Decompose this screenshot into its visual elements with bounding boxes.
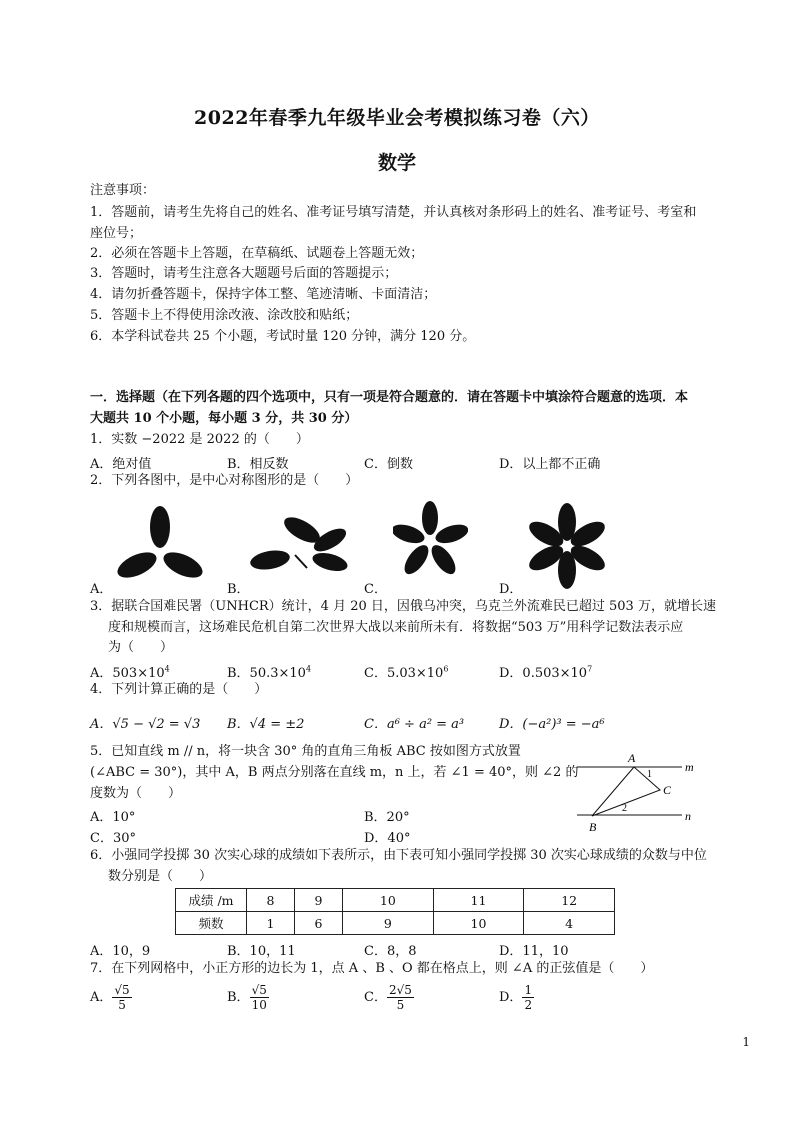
q6-option-c: C．8，8 xyxy=(364,944,417,959)
label-c: C xyxy=(663,783,672,797)
notice-item: 2．必须在答题卡上答题，在草稿纸、试题卷上答题无效； xyxy=(90,246,424,261)
question-5-stem: 5．已知直线 m // n，将一块含 30° 角的直角三角板 ABC 按如图方式放置 xyxy=(90,744,521,759)
q1-option-b: B．相反数 xyxy=(227,457,289,472)
q6-option-d: D．11，10 xyxy=(499,944,569,959)
leaf xyxy=(160,547,205,583)
q6-option-a: A．10，9 xyxy=(90,944,151,959)
q3-option-c: C．$5.03\times 10^6$ xyxy=(364,664,449,681)
q3-option-b: B．$50.3\times 10^4$ xyxy=(227,664,312,681)
leaf xyxy=(249,548,292,573)
q4-option-d: D．(−a²)³ = −a⁶ xyxy=(499,717,605,732)
table-row xyxy=(176,889,615,912)
q4-option-c: C．a⁶ ÷ a² = a³ xyxy=(364,717,465,732)
q2-option-b: B． xyxy=(227,582,250,597)
q5-option-d: D．40° xyxy=(364,831,411,846)
table-row xyxy=(176,912,615,935)
notice-item: 座位号； xyxy=(90,226,143,241)
q6-option-b: B．10，11 xyxy=(227,944,296,959)
label-m: m xyxy=(685,760,694,774)
q7-option-a: A． $\frac{√5}{5}$ xyxy=(90,983,130,1012)
petal xyxy=(393,521,427,547)
page-number: 1 xyxy=(742,1035,750,1049)
q1-option-c: C．倒数 xyxy=(364,457,413,472)
q5-option-b: B．20° xyxy=(364,810,410,825)
question-6-stem-cont: 数分别是（ ） xyxy=(108,869,213,884)
q7-option-c: C． $\frac{2√5}{5}$ xyxy=(364,983,412,1012)
leaf xyxy=(150,506,170,548)
q2-option-d: D． xyxy=(499,582,523,597)
row-label: 成绩 /m xyxy=(176,889,247,912)
figure-three-leaf-clover xyxy=(115,503,205,583)
section-heading-cont: 大题共 10 个小题，每小题 3 分，共 30 分） xyxy=(90,411,358,426)
question-1-stem: 1．实数 −2022 是 2022 的（ ） xyxy=(90,432,309,447)
notice-item: 1．答题前，请考生先将自己的姓名、准考证号填写清楚，并认真核对条形码上的姓名、准考证号、考室和 xyxy=(90,205,697,220)
table-cell: 12 xyxy=(524,889,615,912)
question-6-stem: 6．小强同学投掷 30 次实心球的成绩如下表所示，由下表可知小强同学投掷 30 次实心球成绩的众数与中位 xyxy=(90,848,707,863)
petal xyxy=(433,521,468,547)
table-cell: 6 xyxy=(295,912,343,935)
question-7-stem: 7．在下列网格中，小正方形的边长为 1，点 A 、B 、O 都在格点上，则 ∠A 的正弦值是（ ） xyxy=(90,961,654,976)
frequency-table xyxy=(175,888,615,935)
figure-four-leaf-branch xyxy=(245,510,355,580)
label-angle-1: 1 xyxy=(647,769,652,780)
notice-item: 3．答题时，请考生注意各大题题号后面的答题提示； xyxy=(90,266,398,281)
q1-option-d: D．以上都不正确 xyxy=(499,457,601,472)
table-cell: 10 xyxy=(343,889,434,912)
q7-option-b: B． $\frac{√5}{10}$ xyxy=(227,983,267,1012)
notice-item: 5．答题卡上不得使用涂改液、涂改胶和贴纸； xyxy=(90,308,359,323)
notice-heading: 注意事项： xyxy=(90,183,156,198)
q3-option-d: D．$0.503\times 10^7$ xyxy=(499,664,593,681)
petal xyxy=(427,541,460,578)
question-3-stem: 3．据联合国难民署（UNHCR）统计，4 月 20 日，因俄乌冲突，乌克兰外流难民已超过 503 万，就增长速 xyxy=(90,599,716,614)
question-3-stem-cont: 为（ ） xyxy=(108,640,174,655)
question-4-stem: 4．下列计算正确的是（ ） xyxy=(90,682,268,697)
q1-option-a: A．绝对值 xyxy=(90,457,152,472)
q4-option-b: B．√4 = ±2 xyxy=(227,717,305,732)
table-cell: 9 xyxy=(343,912,434,935)
q7-option-d: D． $\frac{1}{2}$ xyxy=(499,983,533,1012)
q4-option-a: A．√5 − √2 = √3 xyxy=(90,717,201,732)
subject-title: 数学 xyxy=(377,152,416,174)
leaf xyxy=(311,550,350,575)
question-5-stem-cont: 度数为（ ） xyxy=(90,786,182,801)
leaf xyxy=(115,547,160,583)
q3-option-a: A．$503\times 10^4$ xyxy=(90,664,170,681)
q5-option-a: A．10° xyxy=(90,810,136,825)
table-cell: 11 xyxy=(433,889,524,912)
petal xyxy=(400,541,433,578)
label-n: n xyxy=(685,809,691,823)
notice-item: 4．请勿折叠答题卡，保持字体工整、笔迹清晰、卡面清洁； xyxy=(90,287,437,302)
table-cell: 4 xyxy=(524,912,615,935)
exam-title: 2022年春季九年级毕业会考模拟练习卷（六） xyxy=(194,107,600,129)
q5-option-c: C．30° xyxy=(90,831,136,846)
question-3-stem-cont: 度和规模而言，这场难民危机自第二次世界大战以来前所未有．将数据“503 万”用科学记数法表示应 xyxy=(108,620,684,635)
notice-item: 6．本学科试卷共 25 个小题，考试时量 120 分钟，满分 120 分。 xyxy=(90,329,476,344)
section-heading: 一．选择题（在下列各题的四个选项中，只有一项是符合题意的．请在答题卡中填涂符合题意的选项．本 xyxy=(90,390,689,405)
q2-option-a: A． xyxy=(90,582,113,597)
label-a: A xyxy=(628,751,636,765)
question-2-stem: 2．下列各图中，是中心对称图形的是（ ） xyxy=(90,473,359,488)
question-5-stem-cont: (∠ABC = 30°)，其中 A，B 两点分别落在直线 m，n 上，若 ∠1 = 40°，则 ∠2 的 xyxy=(90,765,579,780)
table-cell: 8 xyxy=(247,889,295,912)
label-b: B xyxy=(589,820,597,834)
table-cell: 1 xyxy=(247,912,295,935)
table-cell: 9 xyxy=(295,889,343,912)
parallel-lines-triangle-figure xyxy=(572,750,702,835)
q2-option-c: C． xyxy=(364,582,387,597)
table-cell: 10 xyxy=(433,912,524,935)
row-label: 频数 xyxy=(176,912,247,935)
figure-five-petal-flower xyxy=(393,498,468,583)
label-angle-2: 2 xyxy=(622,803,627,814)
petal xyxy=(422,501,438,535)
figure-six-petal-flower xyxy=(522,500,612,592)
